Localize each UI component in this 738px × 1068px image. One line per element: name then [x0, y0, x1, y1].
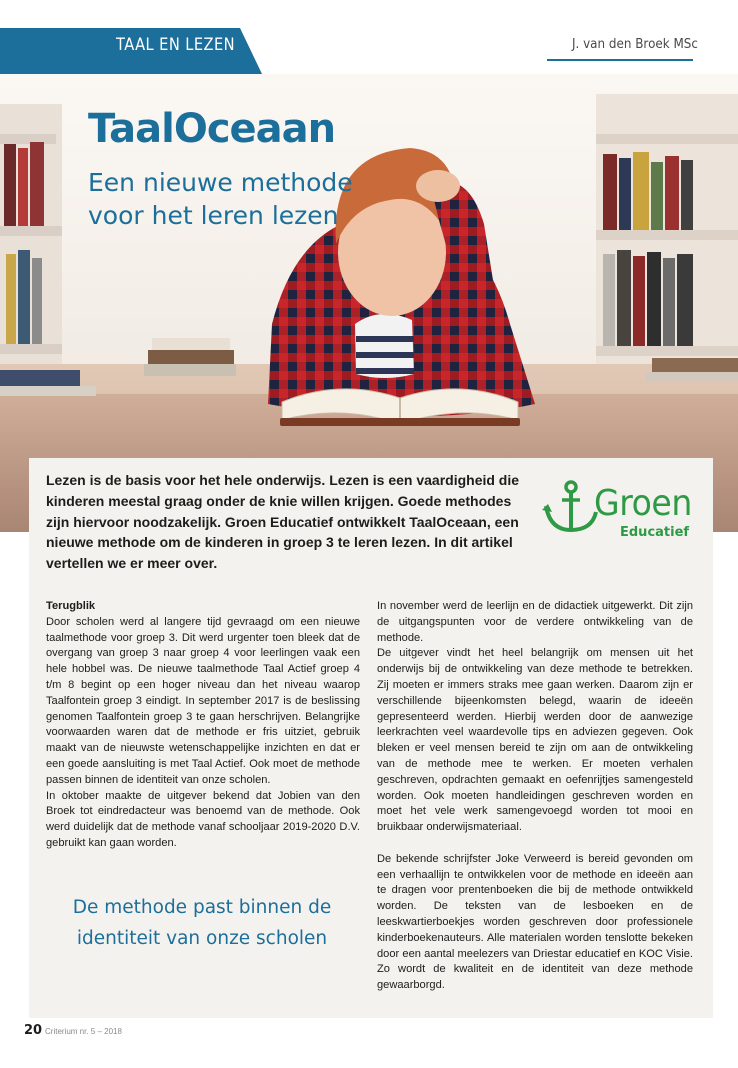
- article-column-left: [46, 599, 360, 852]
- section-label: TAAL EN LEZEN: [116, 35, 235, 55]
- article-subtitle: Een nieuwe methode voor het leren lezen: [88, 168, 353, 230]
- article-column-right: [377, 599, 693, 994]
- intro-paragraph: Lezen is de basis voor het hele onderwijs. Lezen is een vaardigheid die kinderen meestal graag onder de knie willen krijgen. Goede methodes zijn hiervoor noodzakelijk. Groen Educatief ontwikkelt TaalOceaan, een nieuwe methode om de kinderen in groep 3 te leren lezen. In dit artikel vertellen we er meer over.: [46, 472, 520, 572]
- logo-word: Groen: [594, 483, 692, 524]
- paragraph-gap: [377, 836, 693, 852]
- body-paragraph: De uitgever vindt het heel belangrijk om mensen uit het onderwijs bij de ontwikkeling van deze methode te betrekken. Zij moeten er immers straks mee gaan werken. Daarom zijn er verschillende bijeenkomsten belegd, waarin de ideeën gepresenteerd werden. Hierbij werden door de aanwezige leerkrachten veel waardevolle tips en adviezen gegeven. Ook bleken er veel mensen bereid te zijn om aan de ontwikkeling van de methode mee te werken. Er moeten verhalen geschreven, opdrachten gemaakt en oefenrijtjes samengesteld worden. Ook moeten handleidingen geschreven worden en moet het vele werk samengevoegd worden tot mooi en bruikbaar onderwijsmateriaal.: [377, 647, 693, 834]
- body-paragraph: In november werd de leerlijn en de didactiek uitgewerkt. Dit zijn de uitgangspunten voor de verdere ontwikkeling van de methode.: [377, 600, 693, 644]
- author-name: J. van den Broek MSc: [571, 37, 698, 52]
- body-paragraph: De bekende schrijfster Joke Verweerd is bereid gevonden om een verhaallijn te ontwikkelen voor de methode en ideeën aan te dragen voor prentenboeken die bij de methode ontwikkeld worden. De teksten van de lesboeken en de leeskwartierboekjes worden geschreven door professionele kinderboekenauteurs. Alle materialen worden tenslotte bekeken door een aantal meelezers van Driestar educatief en KOC Visie. Zo wordt de kwaliteit en de identiteit van deze methode gewaarborgd.: [377, 852, 693, 992]
- anchor-icon: [540, 478, 600, 542]
- body-paragraph: In oktober maakte de uitgever bekend dat Jobien van den Broek tot eindredacteur was benoemd van de methode. Ook werd duidelijk dat de methode vanaf schooljaar 2019-2020 D.V. gebruikt kan gaan worden.: [46, 789, 360, 849]
- publication-source: Criterium nr. 5 – 2018: [45, 1027, 122, 1036]
- body-paragraph: Door scholen werd al langere tijd gevraagd om een nieuwe taalmethode voor groep 3. Dit werd urgenter toen bleek dat de overgang van groep 3 naar groep 4 voor leerlingen vaak een hele hobbel was. De nieuwe taalmethode Taal Actief groep 4 t/m 8 begint op een hoger niveau dan het niveau waarop Taalfontein groep 3 eindigt. In september 2017 is de beslissing genomen Taalfontein groep 3 te gaan herschrijven. Belangrijke voorwaarden waren dat de methode er fris uitziet, gebruik maakt van de nieuwste wetenschappelijke inzichten en dat er een goede aansluiting is met Taal Actief. Ook moet de methode passen binnen de identiteit van onze scholen.: [46, 615, 360, 786]
- article-title: TaalOceaan: [88, 106, 336, 152]
- author-underline: [547, 59, 693, 61]
- pull-quote: De methode past binnen de identiteit van onze scholen: [72, 897, 332, 949]
- page-number: 20: [24, 1023, 43, 1038]
- logo-sub: Educatief: [620, 525, 690, 540]
- section-subheading: Terugblik: [46, 600, 96, 612]
